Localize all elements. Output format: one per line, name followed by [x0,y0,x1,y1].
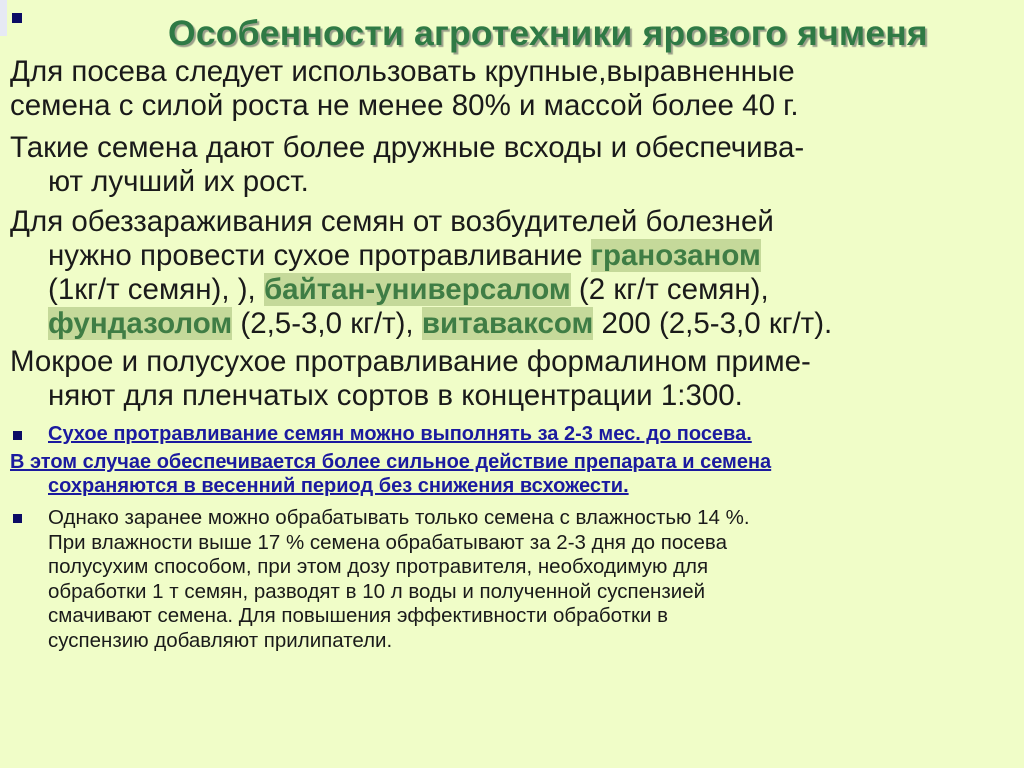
bullet-item-dry-timing [10,422,1020,447]
square-bullet-icon [13,431,22,440]
highlight-granozan: гранозаном [590,239,761,272]
paragraph-wet-treatment [10,345,1020,413]
text-line: В этом случае обеспечивается более сильное действие препарата и семена [10,451,772,473]
text-line: обработки 1 т семян, разводят в 10 л воды и полученной суспензией [48,579,706,603]
text-line: Для посева следует использовать крупные,выравненные [10,55,795,88]
highlight-vitavaks: витаваксом [421,307,594,340]
square-bullet-icon [13,514,22,523]
text-line: смачивают семена. Для повышения эффективности обработки в [48,604,669,627]
text-fragment: 200 (2,5-3,0 кг/т). [593,307,833,340]
text-line: Однако заранее можно обрабатывать только семена с влажностью 14 %. [48,506,750,529]
text-line: семена с силой роста не менее 80% и массой более 40 г. [10,89,799,122]
text-fragment: нужно провести сухое протравливание [48,239,591,272]
paragraph-seed-selection [10,55,1020,123]
text-line: При влажности выше 17 % семена обрабатывают за 2-3 дня до посева [48,530,727,554]
text-line: ют лучший их рост. [48,165,309,198]
paragraph-seed-benefits [10,131,1020,199]
text-fragment: (2,5-3,0 кг/т), [232,307,422,340]
highlight-baytan: байтан-универсалом [263,273,571,306]
slide-content [10,55,1020,653]
text-line: Для обеззараживания семян от возбудителей болезней [10,205,774,238]
bullet-text: Сухое протравливание семян можно выполнять за 2-3 мес. до посева. [48,423,752,445]
square-bullet-icon [12,13,22,23]
text-line: полусухим способом, при этом дозу протравителя, необходимую для [48,555,709,578]
text-line: суспензию добавляют прилипатели. [48,628,393,652]
bullet-item-moisture [10,506,1020,653]
text-fragment: (2 кг/т семян), [570,273,769,306]
left-edge-strip [0,0,7,36]
paragraph-effect-note [10,450,1020,498]
paragraph-dry-treatment [10,205,1020,341]
highlight-fundazol: фундазолом [48,307,233,340]
text-fragment: (1кг/т семян), ), [48,273,264,306]
slide-title: Особенности агротехники ярового ячменя [168,13,928,53]
text-line: няют для пленчатых сортов в концентрации 1:300. [48,379,743,412]
text-line: Мокрое и полусухое протравливание формалином приме- [10,345,811,378]
text-line: Такие семена дают более дружные всходы и обеспечива- [10,131,805,164]
text-line: сохраняются в весенний период без снижения всхожести. [48,475,629,497]
